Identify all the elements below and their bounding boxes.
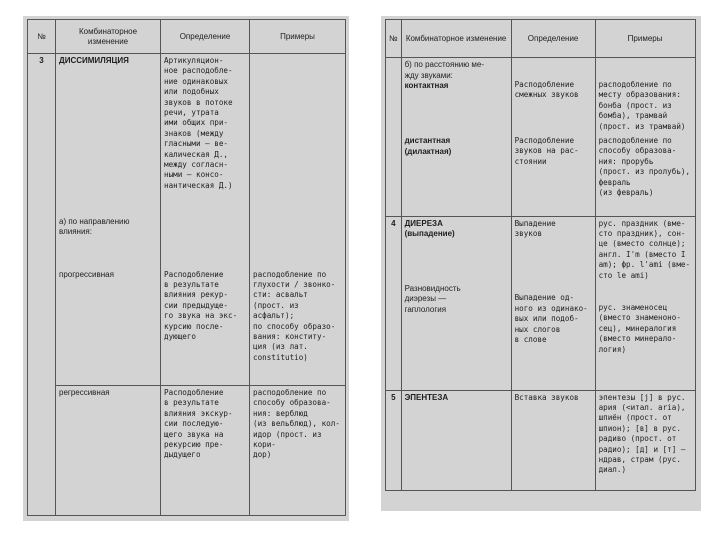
contact-definition-text: Расподобление смежных звуков — [514, 80, 579, 100]
contact-type — [401, 58, 511, 135]
progressive-definition-text: Расподобление в результате влияния рекур- сии предыдуще- го звука на экс- курсию после- дующего — [164, 269, 238, 341]
row-examples — [250, 54, 346, 268]
distant-label — [401, 134, 511, 216]
row-number: 5 — [386, 390, 402, 490]
row5-examples-text: эпентезы [j] в рус. ария (<итал. aria), шпиён (прост. от шпион); [в] в рус. радиво (прост. от радио); [д] и [т] — ндрав, страм (рус. диал.) — [598, 392, 686, 475]
haplology-definition: Выпадение од- ного из одинако- вых или подоб- ных слогов в слове — [514, 293, 588, 344]
header-type: Комбинаторное изменение — [401, 20, 511, 58]
right-table — [385, 19, 696, 491]
row-number: 4 — [386, 216, 402, 390]
sub-heading: а) по направлению влияния: — [59, 216, 130, 237]
haplology-label: Разновидность диэрезы — гаплология — [404, 283, 461, 314]
row5-examples — [595, 390, 695, 490]
contact-definition — [511, 58, 595, 135]
definition-text: Артикуляцион- ное расподобле- ние одинаковых или подобных звуков в потоке речи, утрата ими общих при- знаков (между гласными — ве- калическая Д., между согласн- ными — консо- нантическая Д.) — [164, 56, 233, 190]
progressive-label — [56, 268, 161, 386]
contact-label: контактная — [404, 81, 449, 91]
regressive-label — [56, 386, 161, 516]
header-num: № — [28, 20, 56, 54]
progressive-label-text: прогрессивная — [59, 269, 114, 279]
regressive-examples — [250, 386, 346, 516]
row4-type — [401, 216, 511, 390]
header-examples: Примеры — [595, 20, 695, 58]
row4-examples-text: рус. праздник (вме- сто праздник), сон- це (вместо солнце); англ. I'm (вместо I am); фр. l'ami (вме- сто le ami) — [598, 218, 691, 280]
distant-examples — [595, 134, 695, 216]
header-type: Комбинаторное изменение — [56, 20, 161, 54]
distant-label-text: дистантная (дилактная) — [404, 136, 452, 156]
row4-definition — [511, 216, 595, 390]
header-definition: Определение — [511, 20, 595, 58]
row-type-cell — [56, 54, 161, 268]
progressive-examples-text: расподобление по глухости / звонко- сти: асвальт (прост. из асфальт); по способу образо- вания: конститу- ция (из лат. constitutio) — [253, 269, 336, 362]
haplology-examples: рус. знаменосец (вместо знаменоно- сец), минералогия (вместо минерало- логия) — [598, 302, 681, 354]
header-num: № — [386, 20, 402, 58]
regressive-definition-text: Расподобление в результате влияния экскур- сии последую- щего звука на рекурсию пре- дыдущего — [164, 388, 233, 460]
row-number-empty — [386, 134, 402, 216]
contact-examples-text: расподобление по месту образования: бонба (прост. из бомба), трамвай (прост. из трамвай) — [598, 80, 686, 131]
row-number: 3 — [28, 54, 56, 268]
row-number-empty — [28, 386, 56, 516]
row5-title-text: ЭПЕНТЕЗА — [404, 392, 449, 402]
row4-definition-text: Выпадение звуков — [514, 218, 556, 238]
row5-definition-text: Вставка звуков — [514, 392, 579, 402]
header-definition: Определение — [161, 20, 250, 54]
progressive-definition — [161, 268, 250, 386]
sub-heading: б) по расстоянию ме- жду звуками: — [404, 60, 485, 80]
row5-title — [401, 390, 511, 490]
regressive-label-text: регрессивная — [59, 388, 110, 397]
row-title: ДИССИМИЛЯЦИЯ — [59, 56, 129, 65]
row4-title: ДИЕРЕЗА (выпадение) — [404, 218, 455, 239]
distant-examples-text: расподобление по способу образова- ния: прорубь (прост. из пролубь), февраль (из февраль) — [598, 136, 691, 198]
distant-definition — [511, 134, 595, 216]
row-number-empty — [28, 268, 56, 386]
right-page — [381, 16, 701, 511]
regressive-definition — [161, 386, 250, 516]
row-definition — [161, 54, 250, 268]
left-table — [27, 19, 346, 516]
progressive-examples — [250, 268, 346, 386]
row5-definition — [511, 390, 595, 490]
row-number-empty — [386, 58, 402, 135]
row4-examples — [595, 216, 695, 390]
regressive-examples-text: расподобление по способу образова- ния: верблюд (из вельблюд), кол- идор (прост. из кори- дор) — [253, 388, 340, 460]
left-page — [23, 16, 349, 521]
contact-examples — [595, 58, 695, 135]
header-examples: Примеры — [250, 20, 346, 54]
distant-definition-text: Расподобление звуков на рас- стоянии — [514, 136, 579, 166]
